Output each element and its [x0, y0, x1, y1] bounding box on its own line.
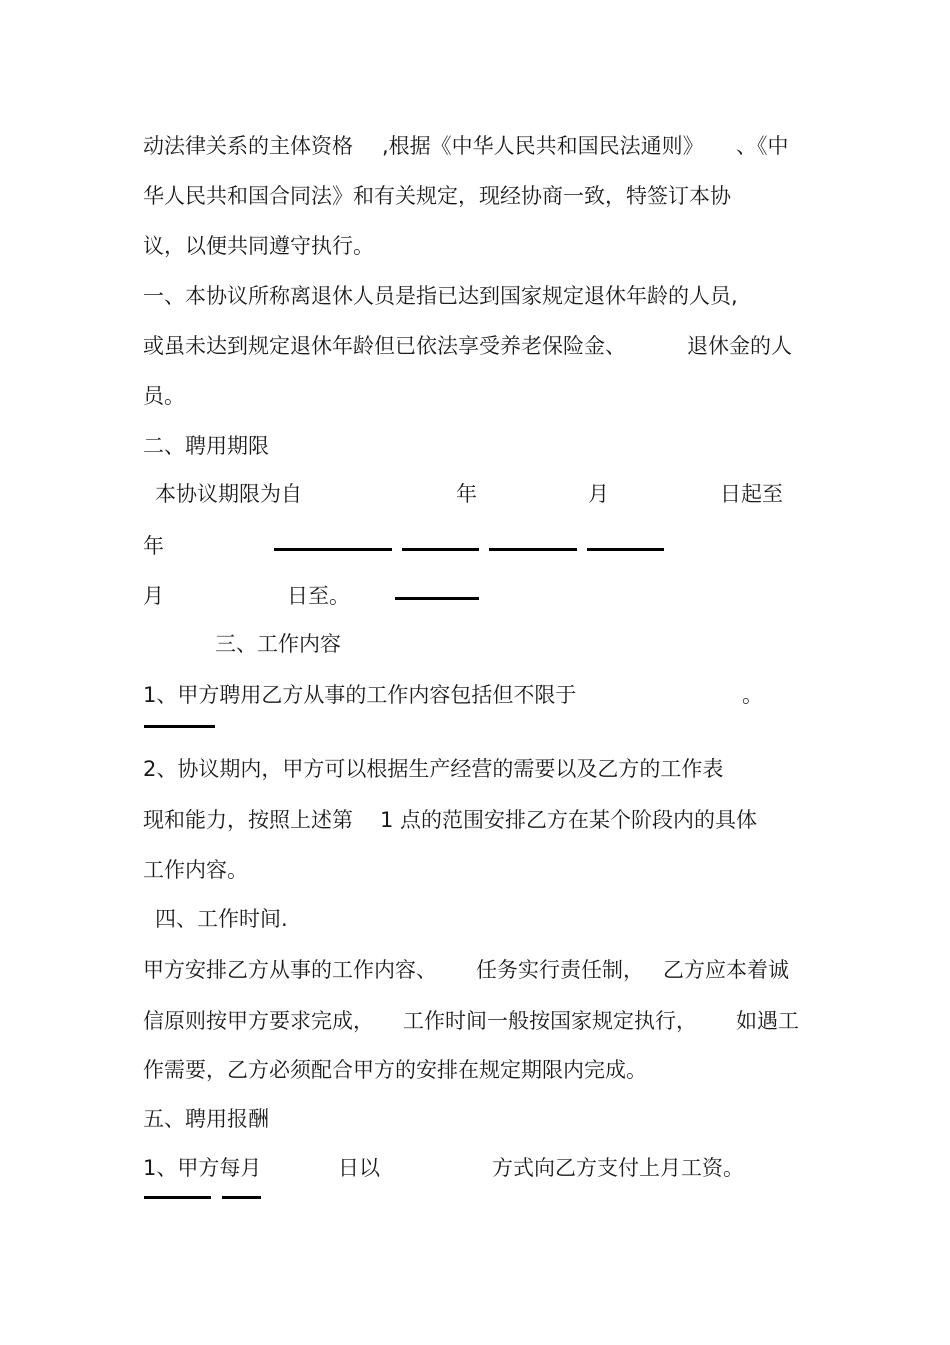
text-segment: 方式向乙方支付上月工资。: [492, 1156, 744, 1180]
text-segment: 、《中: [736, 134, 789, 158]
blank-underline: [144, 725, 215, 728]
text-segment: 信原则按甲方要求完成，: [143, 1009, 374, 1033]
text-segment: 工作时间一般按国家规定执行，: [403, 1009, 697, 1033]
text-segment: ,根据《中华人民共和国民法通则》: [382, 134, 704, 158]
text-line: [143, 233, 374, 259]
text-segment: 。: [742, 683, 763, 707]
section-heading: [143, 433, 269, 459]
text-segment: 日以: [338, 1156, 380, 1180]
text-segment: 1 点的范围安排乙方在某个阶段内的具体: [380, 808, 758, 832]
text-segment: 四、工作时间.: [155, 907, 288, 931]
text-segment: 作需要，乙方必须配合甲方的安排在规定期限内完成。: [143, 1058, 647, 1082]
text-line: [143, 857, 248, 883]
text-segment: 年: [143, 534, 164, 558]
text-segment: 动法律关系的主体资格: [143, 134, 353, 158]
blank-underline: [402, 548, 479, 551]
text-segment: 1、甲方聘用乙方从事的工作内容包括但不限于: [143, 683, 577, 707]
text-segment: 2、协议期内，甲方可以根据生产经营的需要以及乙方的工作表: [143, 757, 724, 781]
text-segment: 日至。: [287, 584, 350, 608]
text-segment: 月: [143, 584, 164, 608]
text-segment: 现和能力，按照上述第: [143, 808, 353, 832]
text-line: [143, 533, 164, 559]
text-segment: 日起至: [720, 482, 783, 506]
text-line: [143, 283, 738, 309]
text-line: [143, 383, 185, 409]
text-segment: 三、工作内容: [215, 632, 341, 656]
text-segment: 一、本协议所称离退休人员是指已达到国家规定退休年龄的人员,: [143, 284, 738, 308]
blank-underline: [489, 548, 577, 551]
section-heading: [215, 631, 341, 657]
section-heading: [155, 906, 288, 932]
text-segment: 华人民共和国合同法》和有关规定，现经协商一致，特签订本协: [143, 184, 731, 208]
text-segment: 1、甲方每月: [143, 1156, 262, 1180]
text-segment: 乙方应本着诚: [663, 958, 789, 982]
blank-underline: [587, 548, 664, 551]
text-segment: 如遇工: [736, 1009, 799, 1033]
text-line: [143, 1057, 647, 1083]
text-segment: 甲方安排乙方从事的工作内容、: [143, 958, 437, 982]
text-segment: 或虽未达到规定退休年龄但已依法享受养老保险金、: [143, 334, 626, 358]
text-segment: 本协议期限为自: [155, 482, 302, 506]
text-segment: 议，以便共同遵守执行。: [143, 234, 374, 258]
text-segment: 二、聘用期限: [143, 434, 269, 458]
blank-underline: [395, 597, 479, 600]
blank-underline: [274, 548, 392, 551]
section-heading: [143, 1106, 269, 1132]
text-segment: 年: [456, 482, 477, 506]
text-segment: 员。: [143, 384, 185, 408]
blank-underline: [144, 1196, 211, 1199]
text-segment: 工作内容。: [143, 858, 248, 882]
text-segment: 任务实行责任制，: [476, 958, 644, 982]
blank-underline: [222, 1196, 261, 1199]
text-line: [143, 183, 731, 209]
text-segment: 五、聘用报酬: [143, 1107, 269, 1131]
text-segment: 月: [588, 482, 609, 506]
text-line: [143, 756, 723, 782]
text-segment: 退休金的人: [687, 334, 792, 358]
